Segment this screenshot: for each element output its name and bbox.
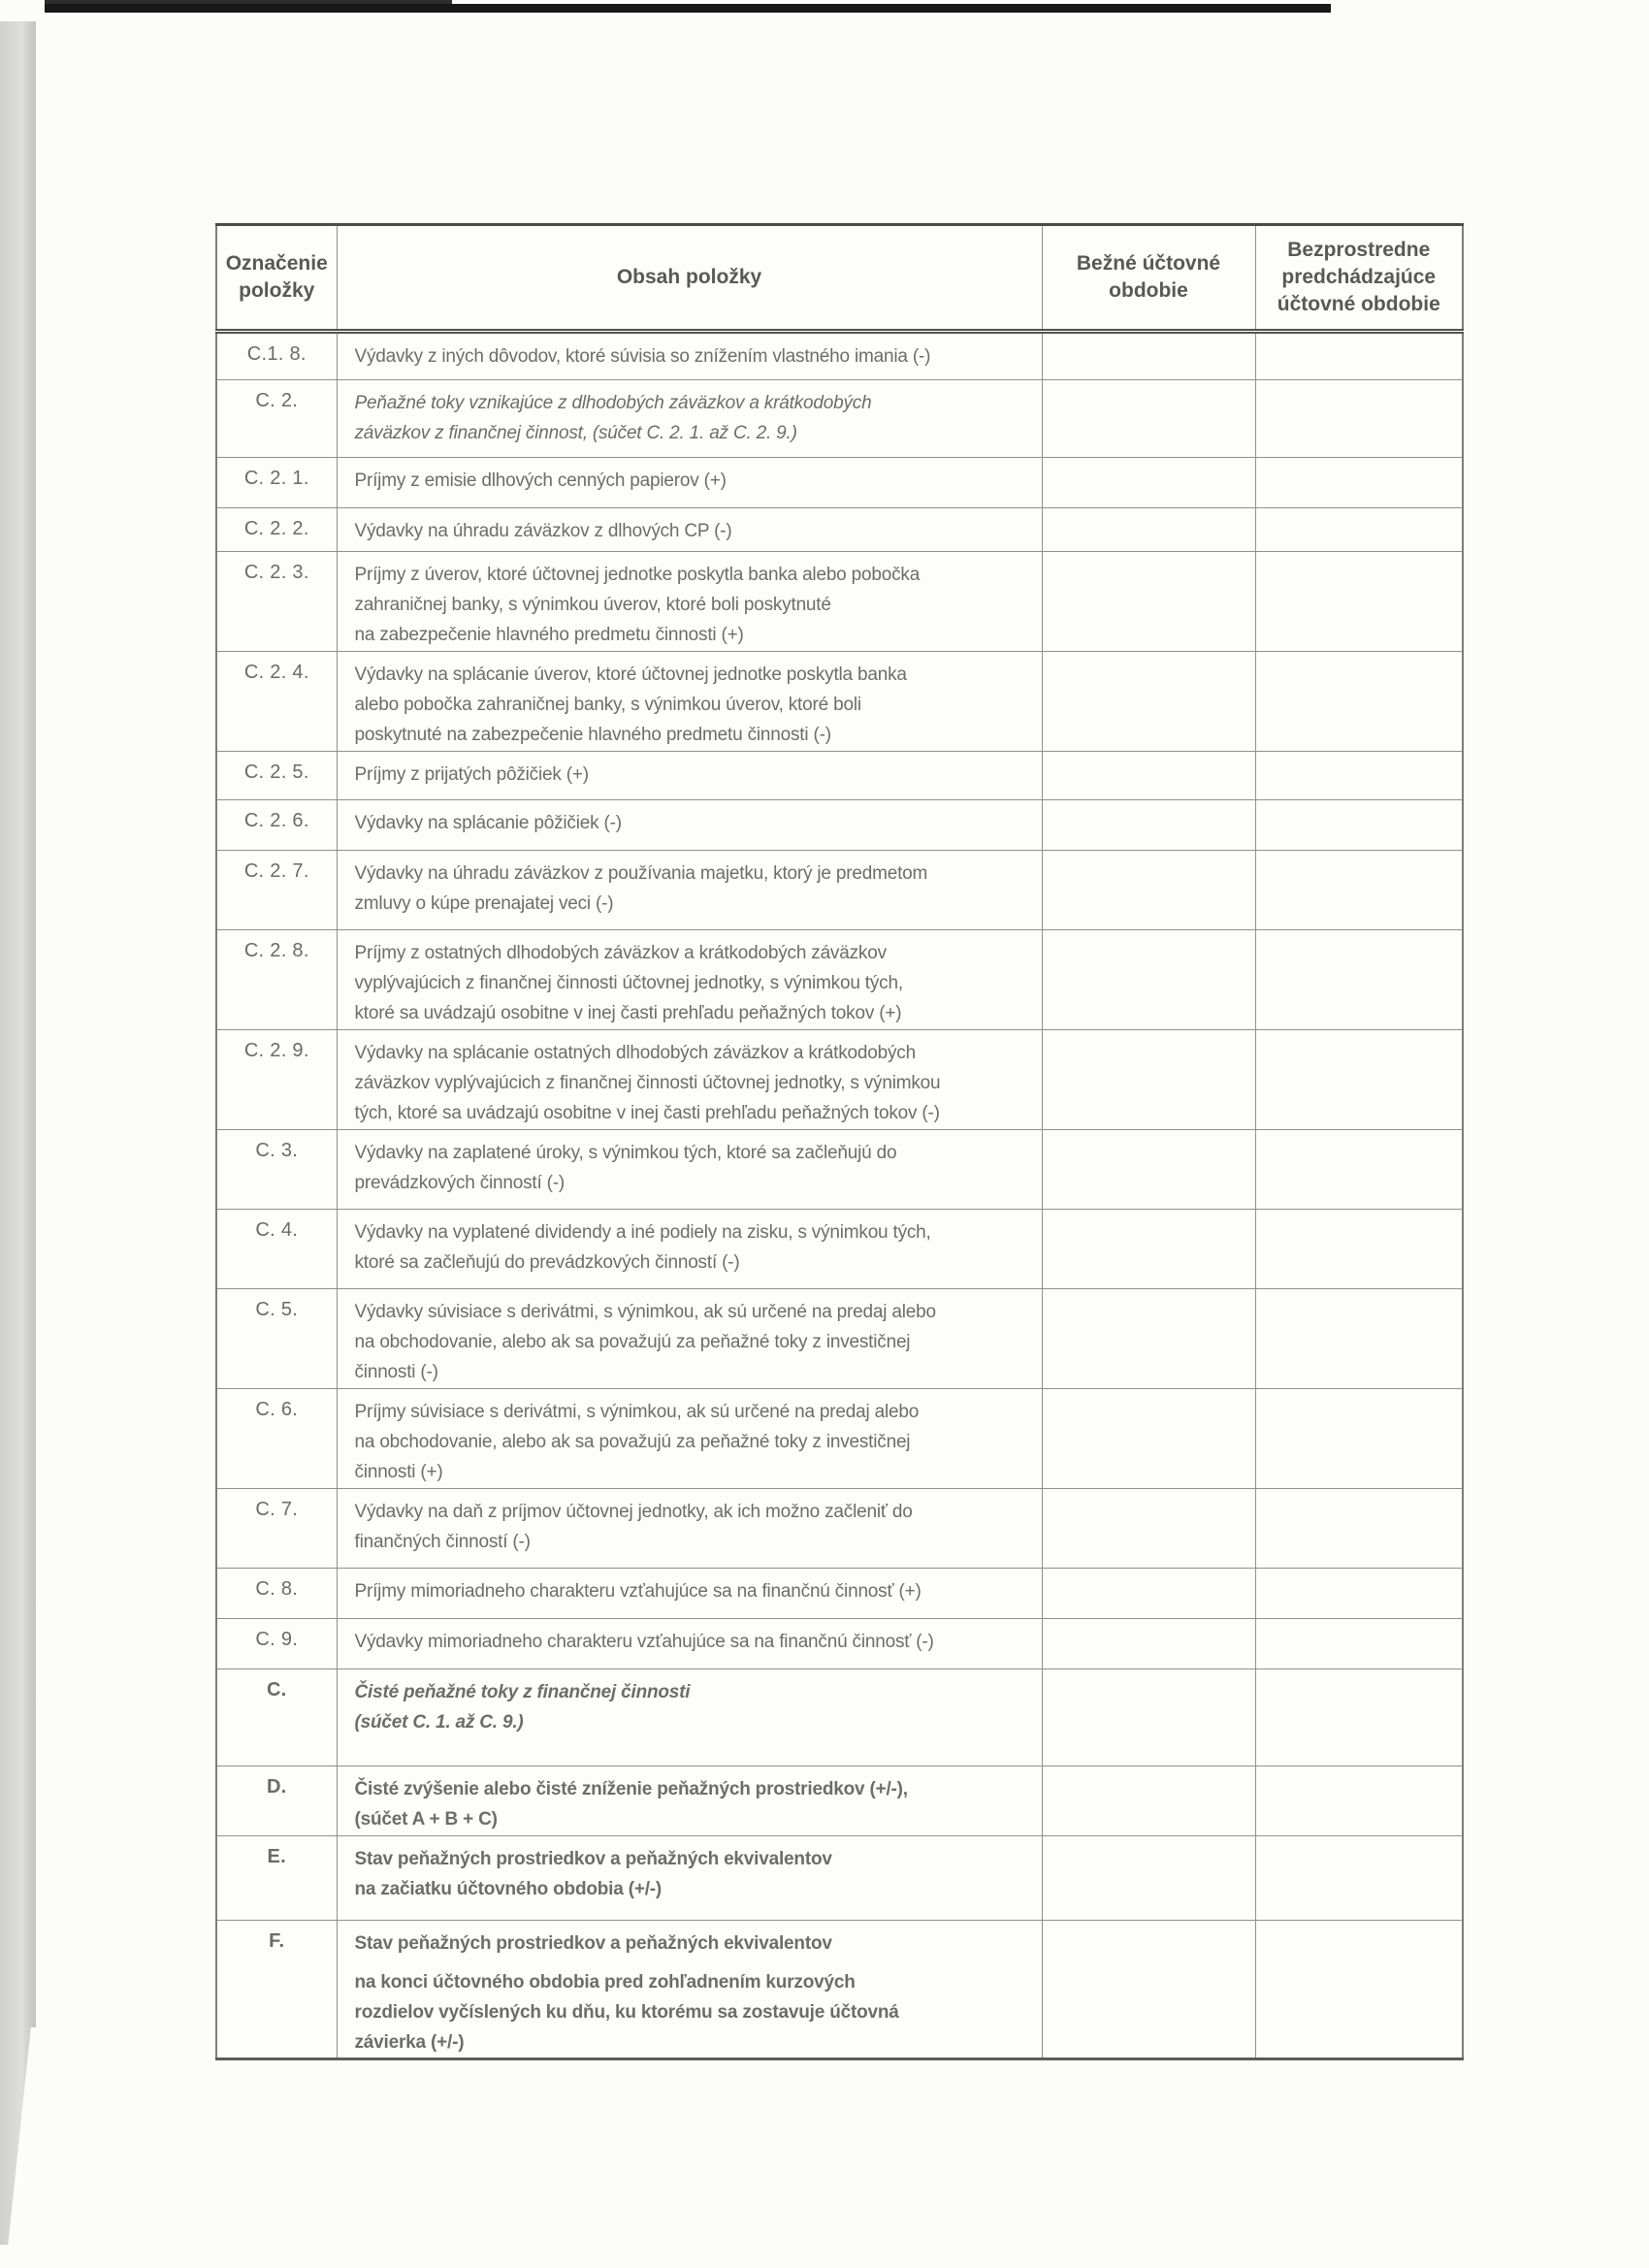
row-designation: C. 4. [216, 1210, 337, 1289]
cell-current-period [1042, 1836, 1255, 1921]
table-row [216, 1289, 1463, 1389]
cell-previous-period [1255, 458, 1463, 508]
cell-previous-period [1255, 1669, 1463, 1766]
row-designation: F. [216, 1921, 337, 2059]
row-content: Príjmy z emisie dlhových cenných papierov (+) [337, 458, 1042, 508]
cell-current-period [1042, 1619, 1255, 1669]
cell-previous-period [1255, 1289, 1463, 1389]
table-row [216, 930, 1463, 1030]
row-content: Stav peňažných prostriedkov a peňažných ekvivalentov na začiatku účtovného obdobia (+/-) [337, 1836, 1042, 1921]
cell-previous-period [1255, 1836, 1463, 1921]
cell-previous-period [1255, 1619, 1463, 1669]
row-designation: C. 2. 9. [216, 1030, 337, 1130]
cell-previous-period [1255, 1030, 1463, 1130]
cell-current-period [1042, 1921, 1255, 2059]
row-designation: C. 6. [216, 1389, 337, 1489]
cell-current-period [1042, 851, 1255, 930]
header-previous-period: Bezprostredne predchádzajúce účtovné obdobie [1255, 225, 1463, 332]
row-designation: C. 7. [216, 1489, 337, 1569]
header-designation: Označenie položky [216, 225, 337, 332]
row-content: Výdavky na úhradu záväzkov z používania majetku, ktorý je predmetom zmluvy o kúpe prenajatej veci (-) [337, 851, 1042, 930]
row-content: Výdavky súvisiace s derivátmi, s výnimkou, ak sú určené na predaj alebo na obchodovanie, alebo ak sa považujú za peňažné toky z investičnej činnosti (-) [337, 1289, 1042, 1389]
scan-edge-left [0, 21, 36, 2245]
header-row [216, 225, 1463, 332]
table-row [216, 752, 1463, 800]
row-designation: C. 2. 3. [216, 552, 337, 652]
cell-current-period [1042, 332, 1255, 380]
row-content: Peňažné toky vznikajúce z dlhodobých záväzkov a krátkodobých záväzkov z finančnej činnost, (súčet C. 2. 1. až C. 2. 9.) [337, 380, 1042, 458]
cell-previous-period [1255, 851, 1463, 930]
table-row [216, 332, 1463, 380]
cell-current-period [1042, 652, 1255, 752]
cell-previous-period [1255, 508, 1463, 552]
table-row [216, 1130, 1463, 1210]
table-row [216, 380, 1463, 458]
row-content: Príjmy z úverov, ktoré účtovnej jednotke poskytla banka alebo pobočka zahraničnej banky, s výnimkou úverov, ktoré boli poskytnuté na zabezpečenie hlavného predmetu činnosti (+) [337, 552, 1042, 652]
cell-current-period [1042, 1569, 1255, 1619]
table-row [216, 1489, 1463, 1569]
header-content: Obsah položky [337, 225, 1042, 332]
cell-current-period [1042, 508, 1255, 552]
table-row [216, 1766, 1463, 1836]
table-row [216, 458, 1463, 508]
table-row [216, 1030, 1463, 1130]
cell-current-period [1042, 1766, 1255, 1836]
row-content: Výdavky na daň z príjmov účtovnej jednotky, ak ich možno začleniť do finančných činností (-) [337, 1489, 1042, 1569]
cell-previous-period [1255, 1130, 1463, 1210]
row-content: Príjmy súvisiace s derivátmi, s výnimkou, ak sú určené na predaj alebo na obchodovanie, alebo ak sa považujú za peňažné toky z investičnej činnosti (+) [337, 1389, 1042, 1489]
table-row [216, 1210, 1463, 1289]
table-row [216, 552, 1463, 652]
cell-previous-period [1255, 552, 1463, 652]
table-row [216, 800, 1463, 851]
row-designation: C. 2. 8. [216, 930, 337, 1030]
row-designation: C. 2. 2. [216, 508, 337, 552]
row-designation: C. 3. [216, 1130, 337, 1210]
table-row [216, 1389, 1463, 1489]
cell-current-period [1042, 1030, 1255, 1130]
table-row [216, 1921, 1463, 2059]
cell-previous-period [1255, 1389, 1463, 1489]
cell-current-period [1042, 380, 1255, 458]
row-content: Stav peňažných prostriedkov a peňažných ekvivalentov na konci účtovného obdobia pred zohľadnením kurzových rozdielov vyčíslených ku dňu, ku ktorému sa zostavuje účtovná závierka (+/-) [337, 1921, 1042, 2059]
cell-previous-period [1255, 1766, 1463, 1836]
row-content: Výdavky na splácanie pôžičiek (-) [337, 800, 1042, 851]
cash-flow-table [215, 223, 1464, 2060]
row-content: Príjmy z prijatých pôžičiek (+) [337, 752, 1042, 800]
row-designation: C. 2. 6. [216, 800, 337, 851]
row-content: Príjmy z ostatných dlhodobých záväzkov a krátkodobých záväzkov vyplývajúcich z finančnej činnosti účtovnej jednotky, s výnimkou tých, ktoré sa uvádzajú osobitne v inej časti prehľadu peňažných tokov (+) [337, 930, 1042, 1030]
row-content: Čisté zvýšenie alebo čisté zníženie peňažných prostriedkov (+/-), (súčet A + B + C) [337, 1766, 1042, 1836]
scan-edge-top [45, 4, 1331, 13]
row-content: Čisté peňažné toky z finančnej činnosti (súčet C. 1. až C. 9.) [337, 1669, 1042, 1766]
cell-previous-period [1255, 1210, 1463, 1289]
table-row [216, 851, 1463, 930]
cell-current-period [1042, 800, 1255, 851]
table-row [216, 508, 1463, 552]
cell-previous-period [1255, 652, 1463, 752]
row-content: Príjmy mimoriadneho charakteru vzťahujúce sa na finančnú činnosť (+) [337, 1569, 1042, 1619]
cell-previous-period [1255, 1489, 1463, 1569]
cell-current-period [1042, 1669, 1255, 1766]
cell-previous-period [1255, 380, 1463, 458]
row-designation: C. 8. [216, 1569, 337, 1619]
cell-current-period [1042, 1210, 1255, 1289]
row-content: Výdavky na vyplatené dividendy a iné podiely na zisku, s výnimkou tých, ktoré sa začleňujú do prevádzkových činností (-) [337, 1210, 1042, 1289]
row-designation: D. [216, 1766, 337, 1836]
row-content: Výdavky z iných dôvodov, ktoré súvisia so znížením vlastného imania (-) [337, 332, 1042, 380]
row-designation: C. 9. [216, 1619, 337, 1669]
row-content: Výdavky na úhradu záväzkov z dlhových CP (-) [337, 508, 1042, 552]
table-row [216, 1569, 1463, 1619]
table-row [216, 1669, 1463, 1766]
row-content: Výdavky na zaplatené úroky, s výnimkou tých, ktoré sa začleňujú do prevádzkových činností (-) [337, 1130, 1042, 1210]
cell-current-period [1042, 930, 1255, 1030]
row-designation: C. 2. 7. [216, 851, 337, 930]
row-designation: C. 2. 5. [216, 752, 337, 800]
cell-current-period [1042, 1489, 1255, 1569]
cell-previous-period [1255, 1921, 1463, 2059]
row-designation: C. 2. 1. [216, 458, 337, 508]
cell-previous-period [1255, 930, 1463, 1030]
row-content: Výdavky mimoriadneho charakteru vzťahujúce sa na finančnú činnosť (-) [337, 1619, 1042, 1669]
row-designation: E. [216, 1836, 337, 1921]
cell-current-period [1042, 1289, 1255, 1389]
cell-previous-period [1255, 1569, 1463, 1619]
row-designation: C. 2. [216, 380, 337, 458]
header-current-period: Bežné účtovné obdobie [1042, 225, 1255, 332]
table-row [216, 1619, 1463, 1669]
row-designation: C. 2. 4. [216, 652, 337, 752]
row-designation: C. [216, 1669, 337, 1766]
table-row [216, 652, 1463, 752]
row-content: Výdavky na splácanie ostatných dlhodobých záväzkov a krátkodobých záväzkov vyplývajúcich z finančnej činnosti účtovnej jednotky, s výnimkou tých, ktoré sa uvádzajú osobitne v inej časti prehľadu peňažných tokov (-) [337, 1030, 1042, 1130]
table-row [216, 1836, 1463, 1921]
table-body [216, 332, 1463, 2059]
cell-current-period [1042, 1130, 1255, 1210]
row-content: Výdavky na splácanie úverov, ktoré účtovnej jednotke poskytla banka alebo pobočka zahraničnej banky, s výnimkou úverov, ktoré boli poskytnuté na zabezpečenie hlavného predmetu činnosti (-) [337, 652, 1042, 752]
cell-previous-period [1255, 800, 1463, 851]
cell-previous-period [1255, 332, 1463, 380]
row-designation: C.1. 8. [216, 332, 337, 380]
cell-previous-period [1255, 752, 1463, 800]
row-designation: C. 5. [216, 1289, 337, 1389]
cell-current-period [1042, 1389, 1255, 1489]
cell-current-period [1042, 458, 1255, 508]
cell-current-period [1042, 752, 1255, 800]
cell-current-period [1042, 552, 1255, 652]
